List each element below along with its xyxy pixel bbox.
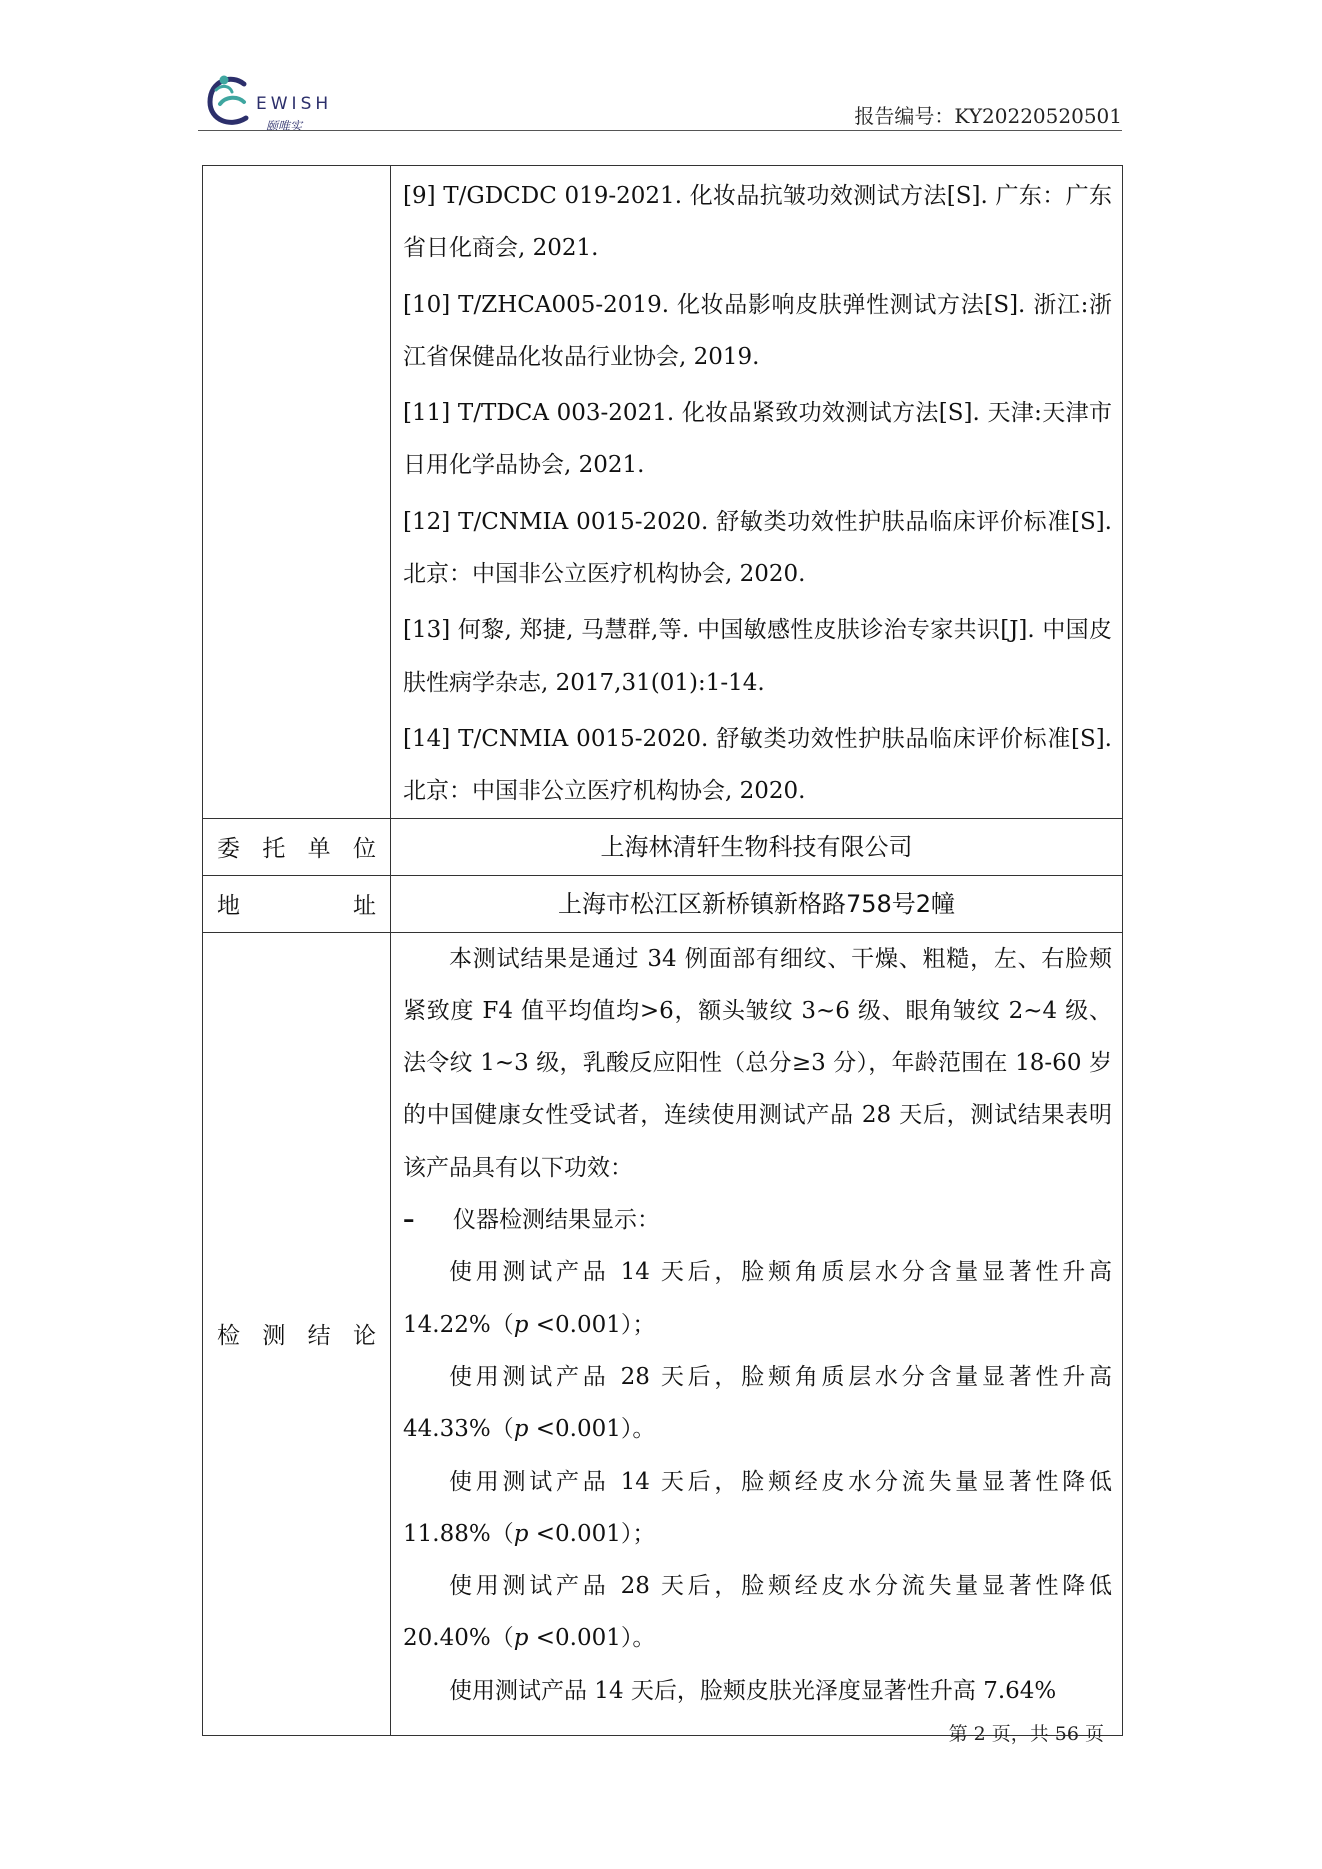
result-item (403, 1351, 1112, 1456)
instrument-heading (403, 1194, 1112, 1246)
label-char: 论 (352, 1323, 376, 1350)
conclusion-row (203, 932, 1123, 1735)
brand-name: EWISH (256, 94, 333, 114)
p-symbol: p (513, 1416, 529, 1443)
conclusion-label (203, 932, 391, 1735)
reference-item: [12] T/CNMIA 0015-2020. 舒敏类功效性护肤品临床评价标准[S]. 北京：中国非公立医疗机构协会, 2020. (403, 508, 1112, 588)
page-number: 第 2 页，共 56 页 (948, 1723, 1104, 1745)
page-header (198, 60, 1122, 132)
address-value: 上海市松江区新桥镇新格路758号2幢 (391, 875, 1123, 932)
label-char: 位 (352, 836, 376, 863)
label-char: 检 (217, 1323, 240, 1350)
label-char: 测 (262, 1323, 286, 1350)
label-char: 托 (262, 836, 286, 863)
company-logo (198, 70, 358, 136)
reference-item: [10] T/ZHCA005-2019. 化妆品影响皮肤弹性测试方法[S]. 浙江:浙江省保健品化妆品行业协会, 2019. (403, 291, 1112, 370)
result-pvalue: <0.001）。 (528, 1625, 656, 1652)
result-pvalue: <0.001）； (528, 1520, 656, 1547)
result-text: 使用测试产品 14 天后，脸颊角质层水分含量显著性升高 14.22%（ (403, 1259, 1112, 1338)
conclusion-intro: 本测试结果是通过 34 例面部有细纹、干燥、粗糙，左、右脸颊紧致度 F4 值平均值均>6，额头皱纹 3~6 级、眼角皱纹 2~4 级、法令纹 1~3 级，乳酸反应阳性（总分≥3 分），年龄范围在 18-60 岁的中国健康女性受试者，连续使用测试产品 28 天后，测试结果表明该产品具有以下功效： (403, 945, 1112, 1181)
dash-mark: – (403, 1206, 415, 1234)
label-char: 委 (217, 836, 240, 863)
reference-item: [11] T/TDCA 003-2021. 化妆品紧致功效测试方法[S]. 天津:天津市日用化学品协会, 2021. (403, 400, 1112, 479)
address-row (203, 875, 1123, 932)
result-text: 使用测试产品 28 天后，脸颊角质层水分含量显著性升高 44.33%（ (403, 1363, 1112, 1443)
label-char: 结 (307, 1323, 331, 1350)
p-symbol: p (513, 1625, 529, 1652)
reference-item: [13] 何黎, 郑捷, 马慧群,等. 中国敏感性皮肤诊治专家共识[J]. 中国皮肤性病学杂志, 2017,31(01):1-14. (403, 617, 1112, 696)
result-text: 使用测试产品 14 天后，脸颊经皮水分流失量显著性降低 11.88%（ (403, 1468, 1112, 1547)
client-value: 上海林清轩生物科技有限公司 (391, 818, 1123, 875)
client-label (203, 818, 391, 875)
result-item-partial: 使用测试产品 14 天后，脸颊皮肤光泽度显著性升高 7.64% (449, 1677, 1057, 1704)
p-symbol: p (513, 1520, 529, 1547)
header-divider (198, 130, 1122, 131)
ewish-logo-icon (204, 70, 260, 130)
references-label-cell (203, 166, 391, 819)
report-table (202, 165, 1123, 1736)
client-row (203, 818, 1123, 875)
result-item (403, 1246, 1112, 1351)
p-symbol: p (513, 1311, 529, 1338)
label-char: 地 (217, 893, 240, 920)
conclusion-content (391, 932, 1123, 1735)
result-item (403, 1456, 1112, 1561)
reference-item: [9] T/GDCDC 019-2021. 化妆品抗皱功效测试方法[S]. 广东：广东省日化商会, 2021. (403, 183, 1112, 262)
label-char: 址 (353, 893, 376, 920)
reference-item: [14] T/CNMIA 0015-2020. 舒敏类功效性护肤品临床评价标准[S]. 北京：中国非公立医疗机构协会, 2020. (403, 725, 1112, 805)
references-row (203, 166, 1123, 819)
result-pvalue: <0.001）； (528, 1311, 656, 1338)
label-char: 单 (307, 836, 331, 863)
result-item (403, 1560, 1112, 1665)
address-label (203, 875, 391, 932)
references-cell (391, 166, 1123, 819)
result-text: 使用测试产品 28 天后，脸颊经皮水分流失量显著性降低 20.40%（ (403, 1573, 1112, 1652)
report-number: 报告编号：KY20220520501 (854, 104, 1122, 128)
instrument-heading-text: 仪器检测结果显示： (453, 1207, 660, 1234)
result-pvalue: <0.001）。 (528, 1416, 656, 1443)
brand-name-cn: 颐唯实 (266, 119, 303, 133)
